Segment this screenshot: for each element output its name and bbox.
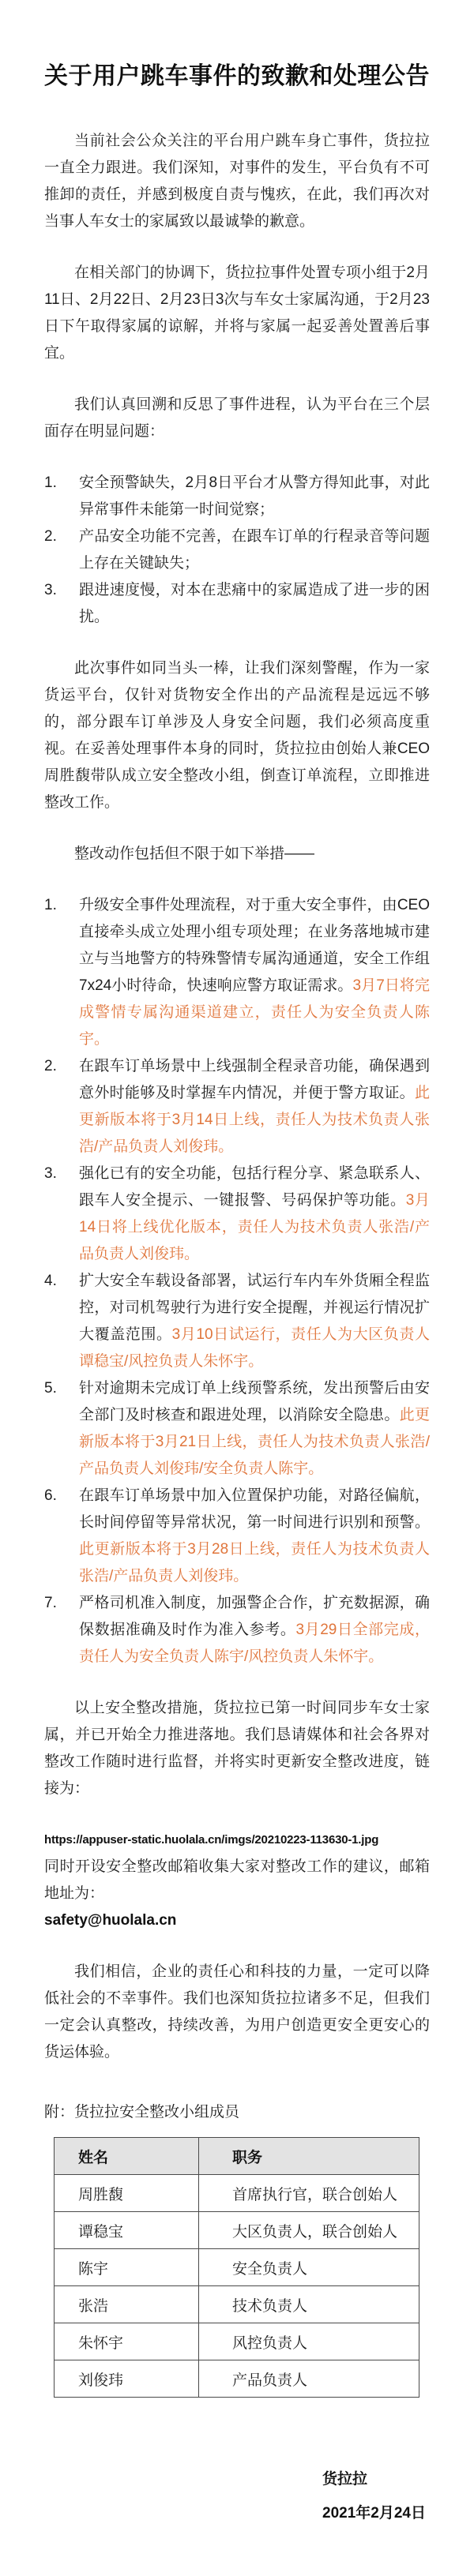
page-title: 关于用户跳车事件的致歉和处理公告	[44, 63, 430, 89]
problem-number: 2.	[44, 528, 57, 545]
appendix-label: 附：货拉拉安全整改小组成员	[44, 2104, 240, 2120]
signature-company: 货拉拉	[322, 2471, 368, 2488]
closing-paragraph-2: 同时开设安全整改邮箱收集大家对整改工作的建议，邮箱地址为：	[44, 1858, 430, 1902]
reflection-paragraph: 此次事件如同当头一棒，让我们深刻警醒，作为一家货运平台，仅针对货物安全作出的产品流程是远远不够的，部分跟车订单涉及人身安全问题，我们必须高度重视。在妥善处理事件本身的同时，货拉拉由创始人兼CEO周胜馥带队成立安全整改小组，倒查订单流程，立即推进整改工作。	[44, 660, 430, 811]
member-role-cell: 安全负责人	[199, 2249, 419, 2286]
member-role-cell: 产品负责人	[199, 2360, 419, 2398]
measure-number: 5.	[44, 1380, 57, 1397]
closing-paragraph-1: 以上安全整改措施，货拉拉已第一时间同步车女士家属，并已开始全力推进落地。我们恳请媒体和社会各界对整改工作随时进行监督，并将实时更新安全整改进度，链接为：	[44, 1700, 430, 1797]
table-row	[55, 2323, 419, 2360]
intro-paragraph-3: 我们认真回溯和反思了事件进程，认为平台在三个层面存在明显问题：	[44, 396, 430, 440]
member-role-cell: 大区负责人，联合创始人	[199, 2212, 419, 2249]
problems-list	[44, 470, 430, 631]
intro-paragraph-2: 在相关部门的协调下，货拉拉事件处置专项小组于2月11日、2月22日、2月23日3次与车女士家属沟通，于2月23日下午取得家属的谅解，并将与家属一起妥善处置善后事宜。	[44, 264, 430, 362]
measure-number: 1.	[44, 897, 57, 913]
measure-body: 在跟车订单场景中上线强制全程录音功能，确保遇到意外时能够及时掌握车内情况，并便于警方取证。	[79, 1058, 430, 1101]
problem-text: 安全预警缺失，2月8日平台才从警方得知此事，对此异常事件未能第一时间觉察；	[79, 474, 430, 518]
measure-deadline: 此更新版本将于3月28日上线，责任人为技术负责人张浩/产品负责人刘俊玮。	[79, 1541, 430, 1584]
measure-text	[79, 1590, 430, 1670]
closing-paragraph-3: 我们相信，企业的责任心和科技的力量，一定可以降低社会的不幸事件。我们也深知货拉拉诸多不足，但我们一定会认真整改，持续改善，为用户创造更安全更安心的货运体验。	[44, 1963, 430, 2060]
member-role-cell: 技术负责人	[199, 2286, 419, 2323]
measure-body: 针对逾期未完成订单上线预警系统，发出预警后由安全部门及时核查和跟进处理，以消除安全隐患。	[79, 1380, 430, 1423]
intro-paragraph-1: 当前社会公众关注的平台用户跳车身亡事件，货拉拉一直全力跟进。我们深知，对事件的发生，平台负有不可推卸的责任，并感到极度自责与愧疚，在此，我们再次对当事人车女士的家属致以最诚挚的歉意。	[44, 133, 430, 230]
problem-number: 1.	[44, 474, 57, 491]
problem-item	[44, 523, 430, 577]
table-header-role: 职务	[199, 2138, 419, 2175]
measure-body: 严格司机准入制度，加强警企合作，扩充数据源，确保数据准确及时作为准入参考。	[79, 1595, 430, 1638]
measure-item	[44, 1483, 430, 1590]
measure-deadline: 3月7日将完成警情专属沟通渠道建立，责任人为安全负责人陈宇。	[79, 977, 430, 1048]
member-name-cell: 周胜馥	[55, 2175, 199, 2212]
measure-body: 在跟车订单场景中加入位置保护功能，对路径偏航，长时间停留等异常状况，第一时间进行识别和预警。	[79, 1487, 430, 1531]
measure-deadline: 此更新版本将于3月14日上线，责任人为技术负责人张浩/产品负责人刘俊玮。	[79, 1085, 430, 1155]
measure-text	[79, 1053, 430, 1161]
table-header-row	[55, 2138, 419, 2175]
table-row	[55, 2212, 419, 2249]
member-name-cell: 张浩	[55, 2286, 199, 2323]
measure-deadline: 3月29日全部完成，责任人为安全负责人陈宇/风控负责人朱怀宇。	[79, 1622, 430, 1665]
measure-text	[79, 1161, 430, 1268]
measure-item	[44, 1268, 430, 1375]
measure-item	[44, 1053, 430, 1161]
measure-number: 2.	[44, 1058, 57, 1074]
progress-update-link[interactable]: https://appuser-static.huolala.cn/imgs/20210223-113630-1.jpg	[44, 1833, 379, 1847]
members-table	[54, 2137, 419, 2398]
measure-deadline: 3月14日将上线优化版本，责任人为技术负责人张浩/产品负责人刘俊玮。	[79, 1192, 430, 1262]
measure-item	[44, 892, 430, 1053]
measure-body: 强化已有的安全功能，包括行程分享、紧急联系人、跟车人安全提示、一键报警、号码保护等功能。	[79, 1165, 430, 1209]
measure-item	[44, 1375, 430, 1483]
member-name-cell: 刘俊玮	[55, 2360, 199, 2398]
problem-item	[44, 470, 430, 523]
signature-date: 2021年2月24日	[322, 2505, 426, 2522]
problem-text: 跟进速度慢，对本在悲痛中的家属造成了进一步的困扰。	[79, 582, 430, 625]
member-name-cell: 陈宇	[55, 2249, 199, 2286]
table-row	[55, 2286, 419, 2323]
measure-number: 6.	[44, 1487, 57, 1504]
measure-body: 升级安全事件处理流程，对于重大安全事件，由CEO直接牵头成立处理小组专项处理；在业务落地城市建立与当地警方的特殊警情专属沟通通道，安全工作组7x24小时待命，快速响应警方取证需求。	[79, 897, 430, 994]
measure-body: 扩大安全车载设备部署，试运行车内车外货厢全程监控，对司机驾驶行为进行安全提醒，并视运行情况扩大覆盖范围。	[79, 1273, 430, 1343]
measure-item	[44, 1590, 430, 1670]
member-name-cell: 朱怀宇	[55, 2323, 199, 2360]
measure-text	[79, 892, 430, 1053]
safety-email[interactable]: safety@huolala.cn	[44, 1912, 177, 1929]
table-header-name: 姓名	[55, 2138, 199, 2175]
measure-number: 3.	[44, 1165, 57, 1182]
table-row	[55, 2360, 419, 2398]
measures-list	[44, 892, 430, 1670]
signature-block	[322, 2462, 430, 2530]
problem-item	[44, 577, 430, 631]
problem-text: 产品安全功能不完善，在跟车订单的行程录音等问题上存在关键缺失；	[79, 528, 430, 572]
member-name-cell: 谭稳宝	[55, 2212, 199, 2249]
measure-number: 7.	[44, 1595, 57, 1611]
member-role-cell: 风控负责人	[199, 2323, 419, 2360]
table-row	[55, 2249, 419, 2286]
measure-text	[79, 1483, 430, 1590]
measure-text	[79, 1375, 430, 1483]
measures-intro: 整改动作包括但不限于如下举措——	[74, 846, 315, 862]
measure-deadline: 3月10日试运行，责任人为大区负责人谭稳宝/风控负责人朱怀宇。	[79, 1326, 430, 1370]
table-row	[55, 2175, 419, 2212]
measure-number: 4.	[44, 1273, 57, 1289]
measure-deadline: 此更新版本将于3月21日上线，责任人为技术负责人张浩/产品负责人刘俊玮/安全负责人陈宇。	[79, 1407, 430, 1477]
problem-number: 3.	[44, 582, 57, 598]
measure-item	[44, 1161, 430, 1268]
measure-text	[79, 1268, 430, 1375]
member-role-cell: 首席执行官，联合创始人	[199, 2175, 419, 2212]
